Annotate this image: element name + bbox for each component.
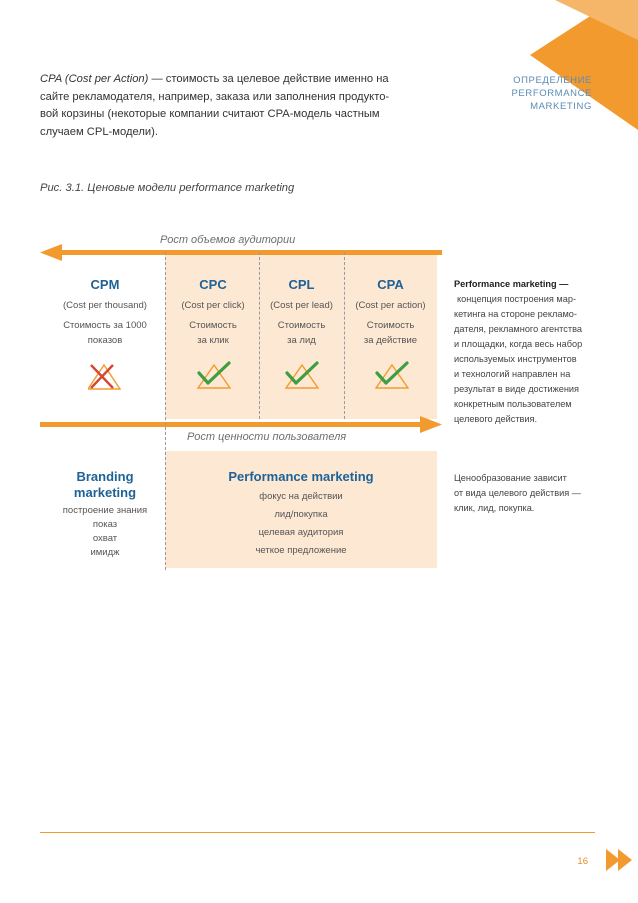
branding-item: имидж bbox=[90, 547, 120, 558]
figure-caption: Рис. 3.1. Ценовые модели performance marketing bbox=[40, 182, 295, 194]
check-icon bbox=[374, 359, 410, 389]
definition-line: кетинга на стороне рекламо- bbox=[454, 309, 577, 319]
definition-line: и технологий направлен на bbox=[454, 369, 571, 379]
model-name: CPC bbox=[199, 277, 227, 292]
branding-title-line: Branding bbox=[76, 469, 134, 484]
performance-item: фокус на действии bbox=[259, 491, 343, 502]
cross-icon bbox=[88, 361, 122, 391]
model-description-line: Стоимость bbox=[189, 320, 237, 331]
section-label-line: PERFORMANCE bbox=[511, 88, 592, 99]
branding-title bbox=[45, 469, 165, 501]
definition-line: используемых инструментов bbox=[454, 354, 577, 364]
performance-marketing-definition bbox=[454, 277, 604, 427]
definition-line: дателя, рекламного агентства bbox=[454, 324, 582, 334]
model-description-line: Стоимость за 1000 bbox=[63, 320, 147, 331]
performance-title: Performance marketing bbox=[228, 469, 374, 484]
model-full-name: (Cost per click) bbox=[181, 300, 245, 311]
branding-item: построение знания bbox=[62, 505, 148, 516]
section-label-line: MARKETING bbox=[530, 101, 592, 112]
performance-list bbox=[165, 488, 437, 560]
page-number: 16 bbox=[577, 856, 588, 867]
next-page-icon bbox=[606, 849, 636, 871]
section-label bbox=[470, 74, 592, 113]
audience-growth-label: Рост объемов аудитории bbox=[160, 234, 296, 246]
intro-line: сайте рекламодателя, например, заказа или заполнения продукто- bbox=[40, 90, 390, 103]
model-column-cpa bbox=[344, 277, 437, 348]
model-full-name: (Cost per thousand) bbox=[63, 300, 147, 311]
model-description-line: за действие bbox=[363, 335, 418, 346]
definition-term: Performance marketing — bbox=[454, 279, 569, 289]
branding-list bbox=[45, 504, 165, 560]
footer-rule bbox=[40, 832, 595, 833]
performance-item: целевая аудитория bbox=[258, 527, 344, 538]
model-description bbox=[45, 318, 165, 348]
section-label-line: ОПРЕДЕЛЕНИЕ bbox=[513, 75, 592, 86]
performance-block bbox=[165, 469, 437, 560]
branding-title-line: marketing bbox=[73, 485, 137, 500]
model-column-cpl bbox=[259, 277, 344, 348]
intro-term: CPA (Cost per Action) bbox=[40, 73, 149, 85]
model-description bbox=[259, 318, 344, 348]
model-description bbox=[167, 318, 259, 348]
model-full-name: (Cost per lead) bbox=[270, 300, 333, 311]
model-description bbox=[344, 318, 437, 348]
definition-line: и площадки, когда весь набор bbox=[454, 339, 583, 349]
definition-line: концепция построения мар- bbox=[457, 294, 577, 304]
branding-item: показ bbox=[92, 519, 118, 530]
user-value-label: Рост ценности пользователя bbox=[187, 431, 347, 443]
model-full-name: (Cost per action) bbox=[355, 300, 426, 311]
pricing-note bbox=[454, 471, 604, 516]
intro-line: случаем CPL-модели). bbox=[40, 125, 158, 138]
model-description-line: Стоимость bbox=[277, 320, 326, 331]
pricing-note-line: клик, лид, покупка. bbox=[454, 503, 535, 513]
branding-block bbox=[45, 469, 165, 560]
model-description-line: за лид bbox=[287, 335, 316, 346]
audience-growth-arrow bbox=[40, 244, 442, 262]
intro-paragraph bbox=[40, 71, 420, 141]
check-icon bbox=[196, 359, 232, 389]
performance-item: лид/покупка bbox=[274, 509, 328, 520]
model-column-cpm bbox=[45, 277, 165, 348]
check-icon bbox=[284, 359, 320, 389]
pricing-note-line: от вида целевого действия — bbox=[454, 488, 581, 498]
intro-line: вой корзины (некоторые компании считают CPA-модель частным bbox=[40, 108, 380, 120]
definition-line: целевого действия. bbox=[454, 414, 538, 424]
performance-item: четкое предложение bbox=[255, 545, 347, 556]
model-description-line: Стоимость bbox=[366, 320, 415, 331]
model-description-line: показов bbox=[87, 335, 123, 346]
definition-line: конкретным пользователем bbox=[454, 399, 572, 409]
model-column-cpc bbox=[167, 277, 259, 348]
model-name: CPA bbox=[377, 277, 404, 292]
model-name: CPM bbox=[90, 277, 120, 292]
model-description-line: за клик bbox=[197, 335, 229, 346]
definition-line: результат в виде достижения bbox=[454, 384, 580, 394]
intro-line: — стоимость за целевое действие именно на bbox=[148, 73, 389, 85]
model-name: CPL bbox=[288, 277, 315, 292]
branding-item: охват bbox=[92, 533, 118, 544]
pricing-note-line: Ценообразование зависит bbox=[454, 473, 567, 483]
